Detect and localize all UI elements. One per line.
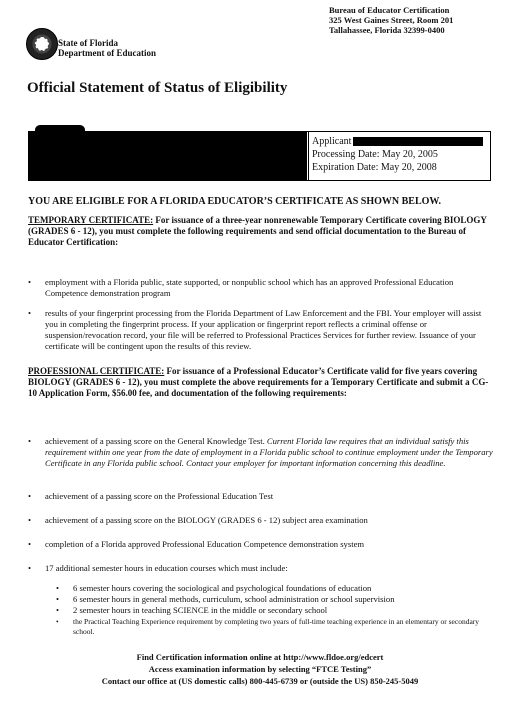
bullet-icon: •: [28, 308, 32, 318]
redacted-applicant-name: [353, 137, 483, 146]
bullet-icon: •: [56, 617, 59, 626]
page-title: Official Statement of Status of Eligibility: [27, 80, 288, 96]
bureau-address: Bureau of Educator Certification 325 West Gaines Street, Room 201 Tallahassee, Florida 32399-0400: [329, 5, 454, 35]
state-department-name: State of Florida Department of Education: [58, 38, 156, 58]
bullet-icon: •: [56, 583, 60, 593]
expiration-date: Expiration Date: May 20, 2008: [312, 162, 437, 173]
bullet-icon: •: [28, 436, 32, 446]
redacted-address-block: [29, 132, 307, 180]
bullet-icon: •: [28, 515, 32, 525]
applicant-details: [312, 135, 483, 174]
bullet-icon: •: [28, 277, 32, 287]
florida-seal-icon: [26, 28, 58, 60]
applicant-box: [28, 131, 491, 181]
bullet-icon: •: [28, 539, 32, 549]
professional-certificate-paragraph: PROFESSIONAL CERTIFICATE: For issuance of a Professional Educator’s Certificate valid for five years covering BIOLOGY (GRADES 6 - 12), you must complete the above requirements for a Temporary Certificate and submit a CG-10 Application Form, $56.00 fee, and documentation of the following requirements:: [28, 366, 489, 398]
temporary-certificate-paragraph: TEMPORARY CERTIFICATE: For issuance of a three-year nonrenewable Temporary Certificate covering BIOLOGY (GRADES 6 - 12), you must complete the following requirements and send official documentation to the Bureau of Educator Certification:: [28, 215, 487, 247]
bullet-icon: •: [28, 563, 32, 573]
bullet-icon: •: [28, 491, 32, 501]
processing-date: Processing Date: May 20, 2005: [312, 149, 438, 160]
applicant-line: Applicant: [312, 135, 483, 148]
bullet-icon: •: [56, 605, 60, 615]
eligibility-heading: YOU ARE ELIGIBLE FOR A FLORIDA EDUCATOR’S CERTIFICATE AS SHOWN BELOW.: [28, 196, 441, 207]
bullet-icon: •: [56, 594, 60, 604]
contact-footer: Find Certification information online at http://www.fldoe.org/edcert Access examination information by selecting “FTCE Testing” Contact our office at (US domestic calls) 800-445-6739 or (outside the US) 850-245-5049: [101, 652, 419, 686]
